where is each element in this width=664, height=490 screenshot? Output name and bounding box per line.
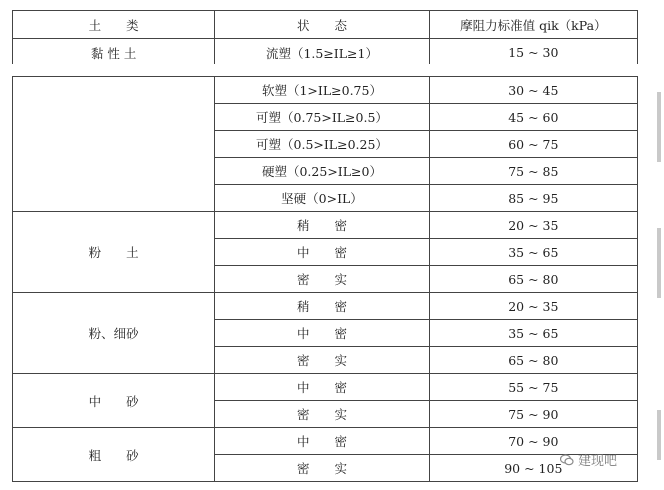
header-soil-type: 土 类 <box>13 11 215 39</box>
value-cell: 75 ~ 85 <box>429 158 637 185</box>
soil-cell: 黏 性 土 <box>13 39 215 67</box>
wechat-icon <box>560 453 574 467</box>
state-cell: 中 密 <box>215 428 429 455</box>
watermark-text: 建现吧 <box>578 454 618 469</box>
header-state: 状 态 <box>215 11 429 39</box>
soil-cell: 粗 砂 <box>13 428 215 482</box>
soil-cell: 粉、细砂 <box>13 293 215 374</box>
value-cell: 55 ~ 75 <box>429 374 637 401</box>
header-friction-value: 摩阻力标准值 qik（kPa） <box>429 11 637 39</box>
friction-table-header <box>12 10 638 67</box>
scan-edge-mark <box>657 410 661 460</box>
value-cell: 45 ~ 60 <box>429 104 637 131</box>
value-cell: 30 ~ 45 <box>429 77 637 104</box>
value-cell: 35 ~ 65 <box>429 239 637 266</box>
state-cell: 坚硬（0>IL） <box>215 185 429 212</box>
value-cell: 20 ~ 35 <box>429 212 637 239</box>
state-cell: 中 密 <box>215 374 429 401</box>
page-break-gap <box>12 64 638 76</box>
table-row <box>13 212 638 239</box>
state-cell: 密 实 <box>215 347 429 374</box>
value-cell: 20 ~ 35 <box>429 293 637 320</box>
value-cell: 90 ~ 105 <box>429 455 637 482</box>
value-cell: 35 ~ 65 <box>429 320 637 347</box>
state-cell: 硬塑（0.25>IL≥0） <box>215 158 429 185</box>
state-cell: 稍 密 <box>215 293 429 320</box>
header-row <box>13 11 638 39</box>
state-cell: 流塑（1.5≥IL≥1） <box>215 39 429 67</box>
table-row <box>13 293 638 320</box>
watermark <box>560 450 617 469</box>
value-cell: 65 ~ 80 <box>429 347 637 374</box>
value-cell: 15 ~ 30 <box>429 39 637 67</box>
value-cell: 75 ~ 90 <box>429 401 637 428</box>
friction-table-body <box>12 76 638 482</box>
soil-cell <box>13 77 215 212</box>
table-row <box>13 374 638 401</box>
scan-edge-mark <box>657 228 661 298</box>
state-cell: 中 密 <box>215 320 429 347</box>
state-cell: 软塑（1>IL≥0.75） <box>215 77 429 104</box>
soil-cell: 中 砂 <box>13 374 215 428</box>
state-cell: 可塑（0.5>IL≥0.25） <box>215 131 429 158</box>
soil-cell: 粉 土 <box>13 212 215 293</box>
value-cell: 85 ~ 95 <box>429 185 637 212</box>
scan-edge-mark <box>657 92 661 162</box>
table-row <box>13 39 638 67</box>
table-row <box>13 428 638 455</box>
state-cell: 稍 密 <box>215 212 429 239</box>
state-cell: 密 实 <box>215 401 429 428</box>
state-cell: 密 实 <box>215 455 429 482</box>
state-cell: 中 密 <box>215 239 429 266</box>
state-cell: 密 实 <box>215 266 429 293</box>
value-cell: 70 ~ 90 <box>429 428 637 455</box>
value-cell: 60 ~ 75 <box>429 131 637 158</box>
state-cell: 可塑（0.75>IL≥0.5） <box>215 104 429 131</box>
table-row <box>13 77 638 104</box>
value-cell: 65 ~ 80 <box>429 266 637 293</box>
